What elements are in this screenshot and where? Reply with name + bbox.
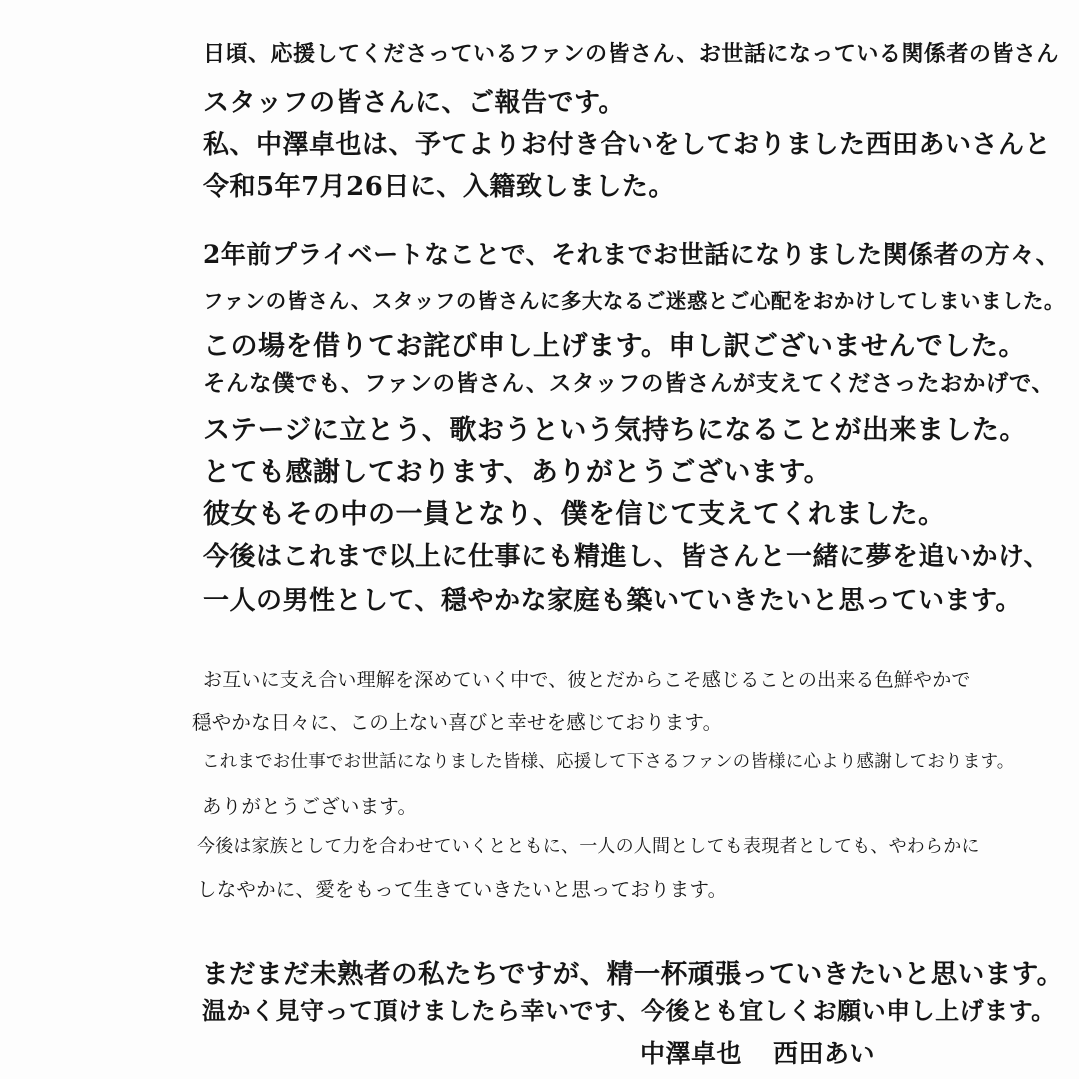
letter-line: ステージに立とう、歌おうという気持ちになることが出来ました。 — [203, 415, 1027, 446]
letter-line: スタッフの皆さんに、ご報告です。 — [203, 88, 625, 118]
letter-line: 令和5年7月26日に、入籍致しました。 — [203, 172, 675, 202]
letter-line: 今後は家族として力を合わせていくとともに、一人の人間としても表現者としても、やわらかに — [197, 836, 980, 857]
letter-line: 私、中澤卓也は、予てよりお付き合いをしておりました西田あいさんと — [203, 130, 1052, 160]
letter-line: 温かく見守って頂けましたら幸いです、今後とも宜しくお願い申し上げます。 — [202, 996, 1056, 1025]
letter-line: ファンの皆さん、スタッフの皆さんに多大なるご迷惑とご心配をおかけしてしまいました。 — [203, 289, 1065, 313]
signature-name-takuya: 中澤卓也 — [640, 1039, 743, 1068]
letter-line: お互いに支え合い理解を深めていく中で、彼とだからこそ感じることの出来る色鮮やかで — [203, 669, 971, 691]
letter-line: 穏やかな日々に、この上ない喜びと幸せを感じております。 — [192, 711, 723, 734]
signature-name-ai: 西田あい — [773, 1039, 876, 1068]
letter-line: まだまだ未熟者の私たちですが、精一杯頑張っていきたいと思います。 — [202, 959, 1064, 990]
letter-line: 2年前プライベートなことで、それまでお世話になりました関係者の方々、 — [203, 240, 1062, 269]
letter-line: 今後はこれまで以上に仕事にも精進し、皆さんと一緒に夢を追いかけ、 — [203, 542, 1050, 572]
letter-line: この場を借りてお詫び申し上げます。申し訳ございませんでした。 — [203, 331, 1026, 362]
letter-line: 日頃、応援してくださっているファンの皆さん、お世話になっている関係者の皆さん — [203, 41, 1059, 67]
letter-line: これまでお仕事でお世話になりました皆様、応援して下さるファンの皆様に心より感謝しております。 — [202, 752, 1015, 772]
letter-line: そんな僕でも、ファンの皆さん、スタッフの皆さんが支えてくださったおかげで、 — [203, 371, 1055, 397]
letter-line: 一人の男性として、穏やかな家庭も築いていきたいと思っています。 — [203, 586, 1022, 616]
letter-line: しなやかに、愛をもって生きていきたいと思っております。 — [197, 878, 728, 901]
letter-line: とても感謝しております、ありがとうございます。 — [203, 457, 832, 488]
letter-line: ありがとうございます。 — [202, 795, 418, 818]
letter-line: 彼女もその中の一員となり、僕を信じて支えてくれました。 — [203, 499, 946, 530]
